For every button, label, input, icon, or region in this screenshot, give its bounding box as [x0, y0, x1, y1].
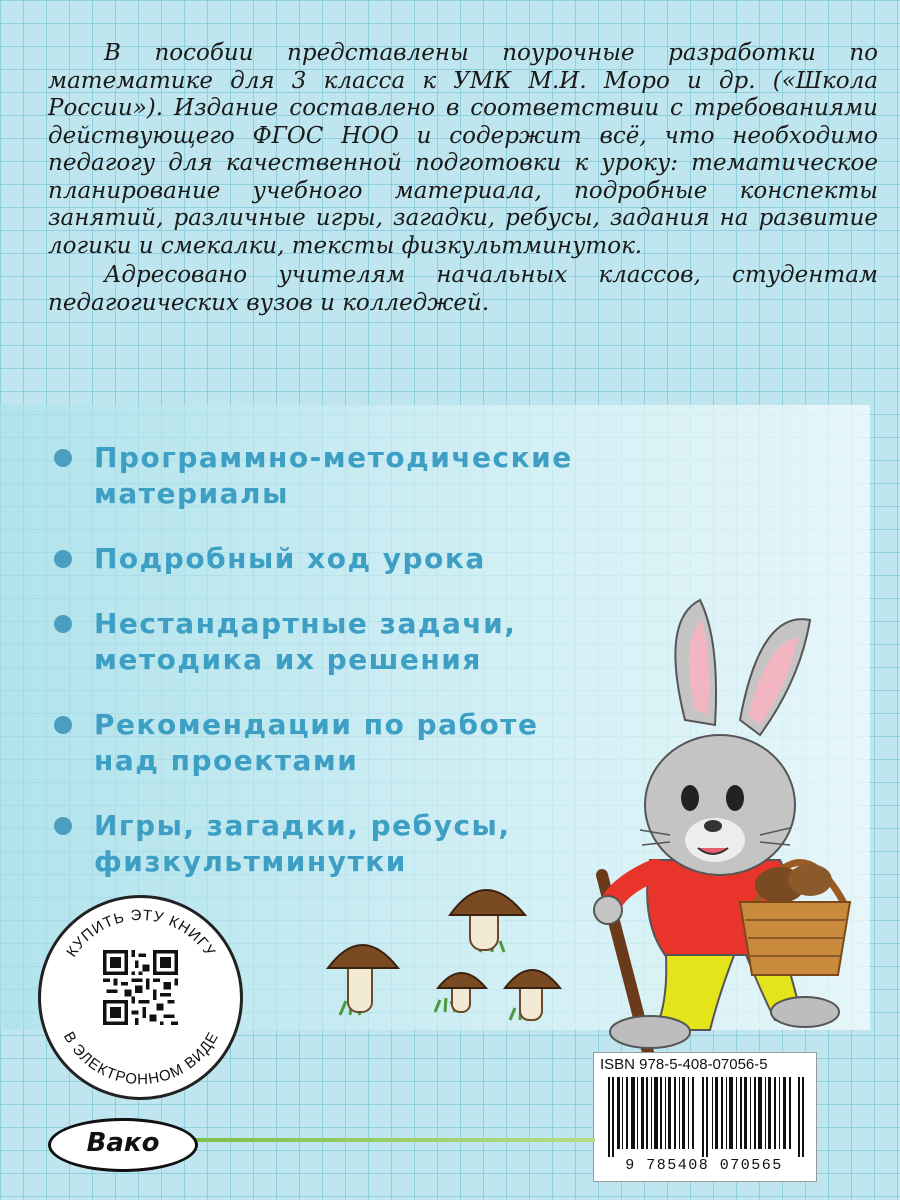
barcode-digits: 9 785408 070565	[625, 1157, 783, 1174]
mushroom-icon	[450, 890, 525, 950]
bullet-dot-icon	[54, 615, 72, 633]
isbn-barcode-block	[593, 1052, 817, 1182]
qr-badge[interactable]	[38, 895, 243, 1100]
decorative-line	[195, 1138, 595, 1142]
svg-text:В ЭЛЕКТРОННОМ ВИДЕ	[60, 1029, 222, 1088]
audience-paragraph: Адресовано учителям начальных классов, студентам педагогических вузов и колледжей.	[48, 262, 878, 316]
bullet-dot-icon	[54, 716, 72, 734]
publisher-name: Вако	[86, 1128, 160, 1158]
feature-line: физкультминутки	[94, 845, 407, 878]
isbn-label: ISBN 978-5-408-07056-5	[600, 1056, 768, 1073]
feature-line: Рекомендации по работе	[94, 708, 539, 741]
feature-line: Программно-методические	[94, 441, 573, 474]
feature-line: над проектами	[94, 744, 359, 777]
bunny-mushrooms-illustration	[320, 560, 880, 1080]
qr-badge-bottom-text: В ЭЛЕКТРОННОМ ВИДЕ	[59, 1028, 223, 1089]
feature-line: Нестандартные задачи,	[94, 607, 517, 640]
bullet-dot-icon	[54, 550, 72, 568]
qr-badge-top-text: КУПИТЬ ЭТУ КНИГУ	[63, 906, 219, 961]
feature-line: Подробный ход урока	[94, 542, 486, 575]
barcode-icon	[608, 1077, 804, 1157]
qr-code-icon[interactable]	[103, 950, 178, 1025]
feature-line: материалы	[94, 477, 289, 510]
mushroom-icon	[328, 945, 398, 1012]
feature-item	[50, 440, 690, 512]
feature-line: методика их решения	[94, 643, 482, 676]
basket-icon	[740, 863, 850, 976]
bullet-dot-icon	[54, 449, 72, 467]
bunny-head-icon	[640, 600, 810, 875]
description-paragraph: В пособии представлены поурочные разработки по математике для 3 класса к УМК М.И. Моро и др. («Школа России»). Издание составлено в соответствии с требованиями действующего ФГОС НОО и содержит всё, что необходимо педагогу для качественной подготовки к уроку: тематическое планирование учебного материала, подробные конспекты занятий, различные игры, загадки, ребусы, задания на развитие логики и смекалки, тексты физкультминуток.	[48, 40, 878, 259]
bullet-dot-icon	[54, 817, 72, 835]
publisher-logo	[48, 1118, 198, 1172]
description-text	[48, 40, 878, 317]
feature-line: Игры, загадки, ребусы,	[94, 809, 511, 842]
